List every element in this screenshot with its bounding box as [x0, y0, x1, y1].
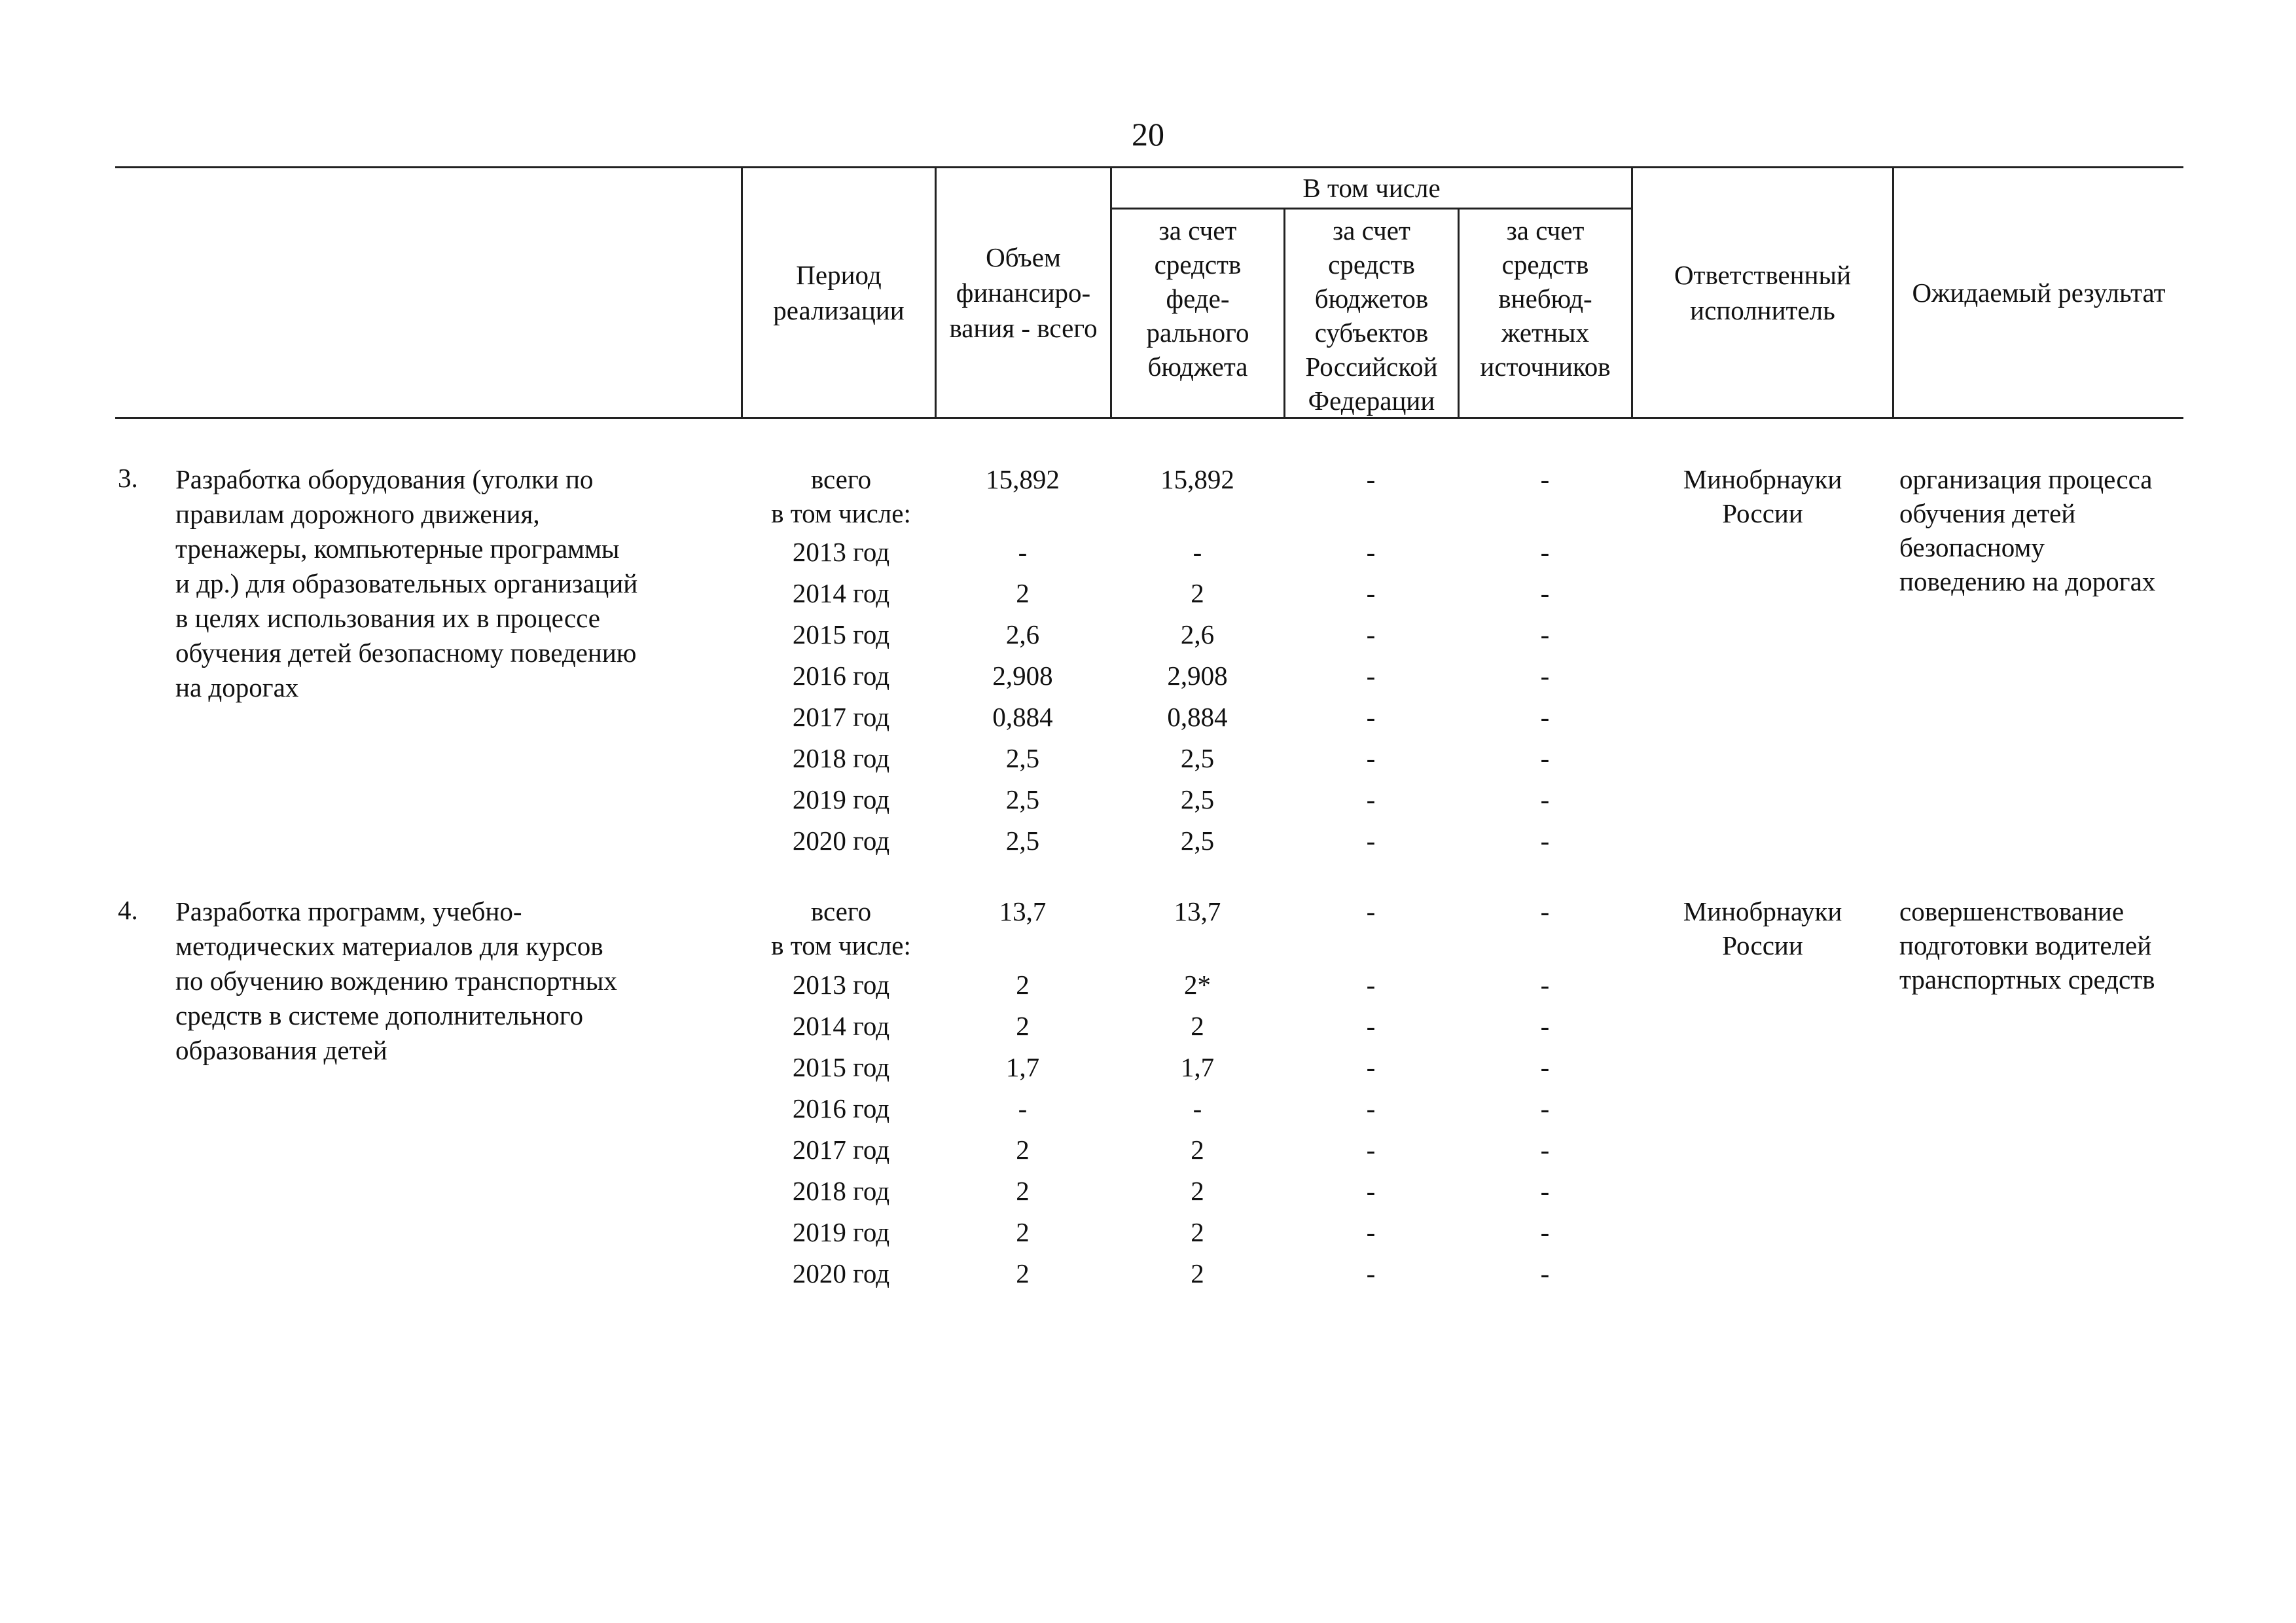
item-number: 4.	[118, 895, 138, 925]
extra-column: - - - - - - - -	[1540, 970, 1550, 1288]
total-value: 13,7	[999, 896, 1047, 926]
header-regional: за счет средств бюджетов субъектов Российской Федерации	[1305, 215, 1438, 416]
federal-column: 2* 2 1,7 - 2 2 2 2	[1180, 970, 1215, 1288]
period-years: 2013 год 2014 год 2015 год 2016 год 2017 год 2018 год 2019 год 2020 год	[792, 970, 890, 1288]
total-value: 15,892	[986, 464, 1060, 494]
header-including: В том числе	[1302, 173, 1441, 203]
header-bottom-rule	[115, 417, 2183, 419]
item-title: Разработка программ, учебно- методических материалов для курсов по обучению вождению транспортных средств в системе дополнительного образования детей	[175, 896, 617, 1065]
total-column: 2 2 1,7 - 2 2 2 2	[1005, 970, 1040, 1288]
header-period: Период реализации	[773, 260, 905, 325]
federal-value: 13,7	[1174, 896, 1221, 926]
period-column: всего в том числе:	[771, 464, 911, 528]
regional-column: - - - - - - - -	[1366, 970, 1376, 1288]
item-title: Разработка оборудования (уголки по правилам дорожного движения, тренажеры, компьютерные программы и др.) для образовательных организаций в целях использования их в процессе обучения детей безопасному поведению на дорогах	[175, 464, 638, 702]
extra-column: - - - - - - - -	[1540, 537, 1550, 856]
header-federal: за счет средств феде- рального бюджета	[1146, 215, 1249, 382]
item-number: 3.	[118, 463, 138, 493]
header-extra: за счет средств внебюд- жетных источников	[1480, 215, 1611, 382]
responsible: Минобрнауки России	[1683, 896, 1842, 960]
extra-value: -	[1540, 896, 1550, 926]
header-result: Ожидаемый результат	[1912, 278, 2166, 308]
period-years: 2013 год 2014 год 2015 год 2016 год 2017 год 2018 год 2019 год 2020 год	[792, 537, 890, 856]
including-divider	[1111, 208, 1632, 210]
responsible: Минобрнауки России	[1683, 464, 1842, 528]
page-number: 20	[1132, 116, 1164, 153]
header-total: Объем финансиро- вания - всего	[949, 242, 1098, 343]
extra-value: -	[1540, 464, 1550, 494]
regional-column: - - - - - - - -	[1366, 537, 1376, 856]
federal-column: - 2 2,6 2,908 0,884 2,5 2,5 2,5	[1167, 537, 1228, 856]
expected-result: организация процесса обучения детей безопасному поведению на дорогах	[1899, 464, 2156, 596]
regional-value: -	[1366, 464, 1376, 494]
expected-result: совершенствование подготовки водителей транспортных средств	[1899, 896, 2155, 994]
federal-value: 15,892	[1160, 464, 1234, 494]
regional-value: -	[1366, 896, 1376, 926]
period-column: всего в том числе:	[771, 896, 911, 960]
header-responsible: Ответственный исполнитель	[1674, 260, 1852, 325]
total-column: - 2 2,6 2,908 0,884 2,5 2,5 2,5	[992, 537, 1053, 856]
